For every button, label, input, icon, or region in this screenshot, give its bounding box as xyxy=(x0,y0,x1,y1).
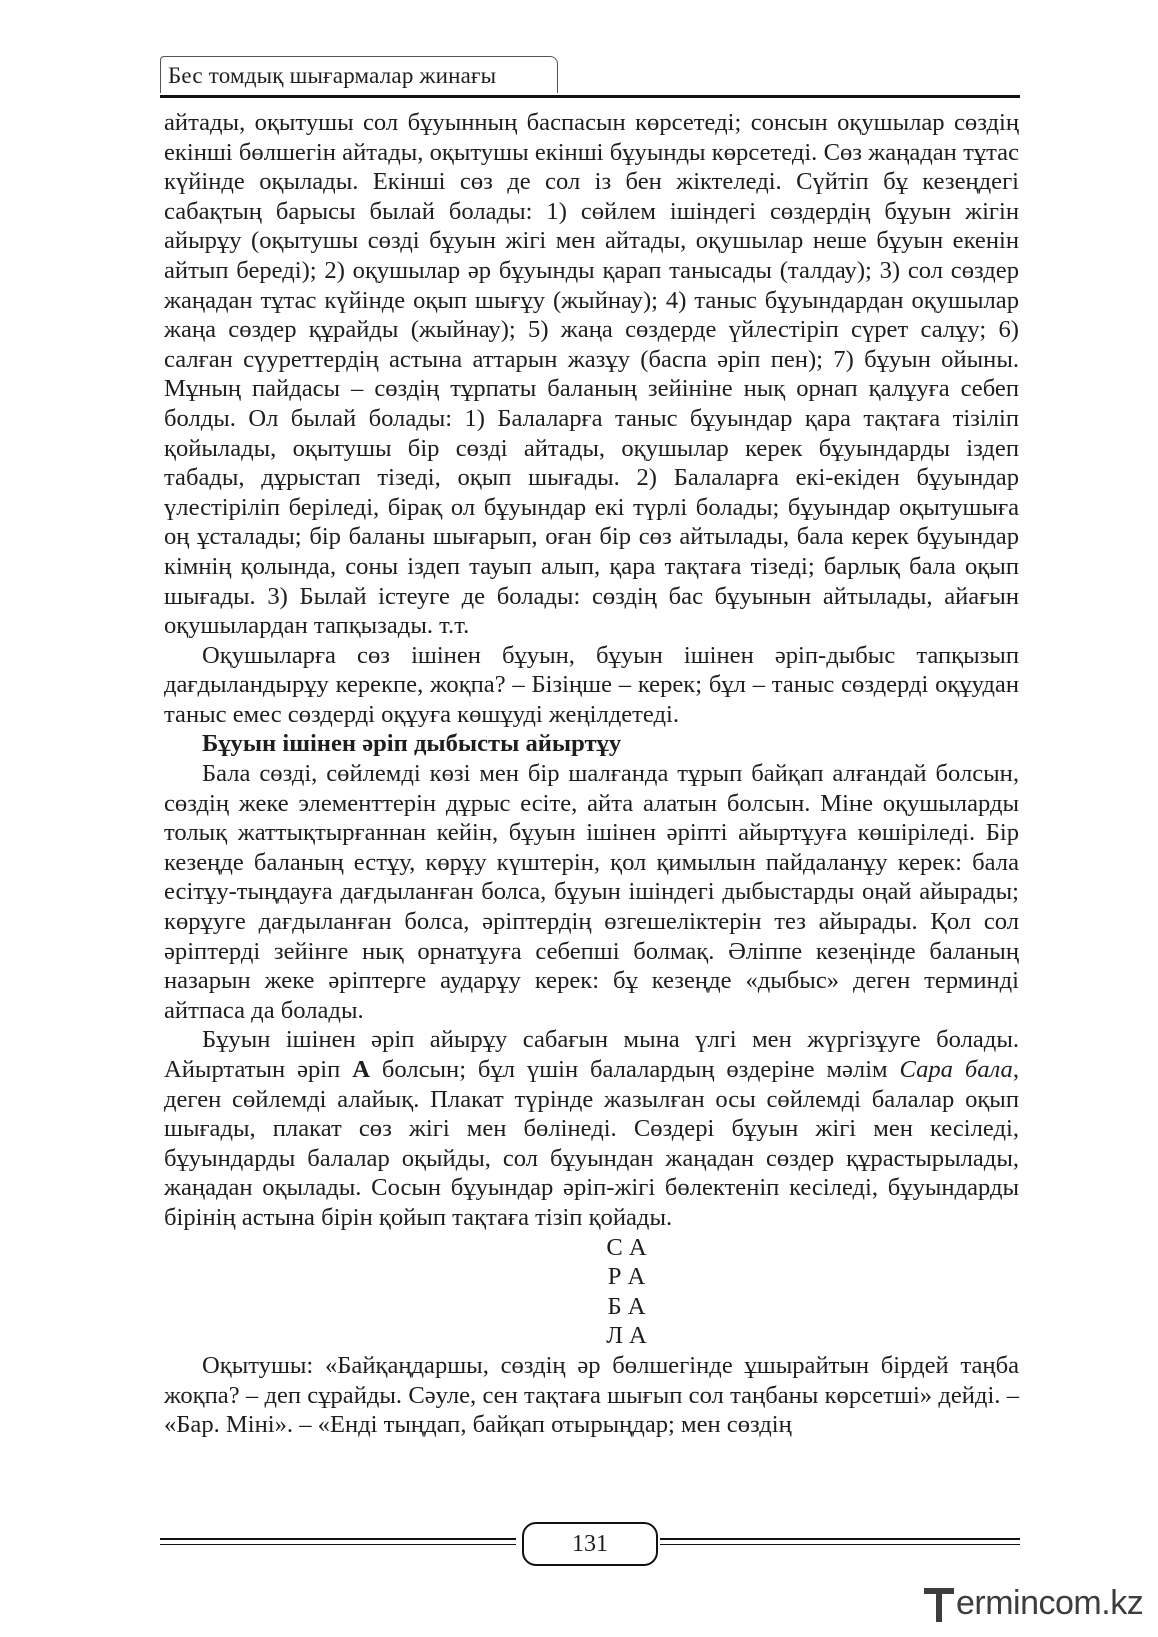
footer-rule-left-thin xyxy=(160,1544,516,1545)
section-heading: Бұуын ішінен әріп дыбысты айыртұу xyxy=(202,730,622,758)
syllable-column xyxy=(164,1233,1019,1351)
target-letter: А xyxy=(352,1056,370,1083)
paragraph-4 xyxy=(164,1025,1019,1232)
footer-rule-left xyxy=(160,1538,516,1540)
paragraph-2: Оқушыларға сөз ішінен бұуын, бұуын ішінен әріп-дыбыс тапқызып дағдыландырұу керекпе, жоқпа? – Бізіңше – керек; бұл – таныс сөздерді оқұудан таныс емес сөздерді оқұуға көшұуді жеңілдетеді. xyxy=(164,641,1019,728)
page-body xyxy=(164,108,1019,1440)
page-number: 131 xyxy=(522,1522,658,1566)
footer-rule-right xyxy=(660,1538,1020,1540)
paragraph-4-part-a: Бұуын ішінен әріп айырұу сабағын мына үлгі мен жүргізұуге болады. Айыртатын әріп xyxy=(164,1026,1019,1083)
watermark-text: ermincom.kz xyxy=(956,1584,1144,1622)
paragraph-4-part-b: болсын; бұл үшін балалардың өздеріне мәлім xyxy=(369,1056,900,1083)
page-footer xyxy=(160,1520,1020,1568)
header-rule xyxy=(160,95,1020,98)
paragraph-1: айтады, оқытушы сол бұуынның баспасын көрсетеді; сонсын оқушылар сөздің екінші бөлшегін айтады, оқытушы екінші бұуынды көрсетеді. Сөз жаңадан тұтас күйінде оқылады. Екінші сөз де сол із бен жіктеледі. Сүйтіп бұ кезеңдегі сабақтың барысы былай болады: 1) сөйлем ішіндегі сөздердің бұуын жігін айырұу (оқытушы сөзді бұуын жігі мен айтады, оқушылар неше бұуын екенін айтып береді); 2) оқушылар әр бұуынды қарап танысады (талдау); 3) сол сөздер жаңадан тұтас күйінде оқып шығұу (жыйнау); 4) таныс бұуындардан оқушылар жаңа сөздер құрайды (жыйнау); 5) жаңа сөздерде үйлестіріп сүрет салұу; 6) салған сүуреттердің астына аттарын жазұу (баспа әріп пен); 7) бұуын ойыны. Мұның пайдасы – сөздің тұрпаты баланың зейініне нық орнап қалұуға себеп болды. Ол былай болады: 1) Балаларға таныс бұуындар қара тақтаға тізіліп қойылады, оқытушы бір сөзді айтады, оқушылар керек бұуындарды іздеп табады, дұрыстап тізеді, оқып шығады. 2) Балаларға екі-екіден бұуындар үлестіріліп беріледі, бірақ ол бұуындар екі түрлі болады; бұуындар оқытушыға оң ұсталады; бір баланы шығарып, оған бір сөз айтылады, бала керек бұуындар кімнің қолында, соны іздеп тауып алып, қара тақтаға тізеді; барлық бала оқып шығады. 3) Былай істеуге де болады: сөздің бас бұуынын айтылады, айағын оқушылардан тапқызады. т.т. xyxy=(164,109,1019,640)
book-title: Бес томдық шығармалар жинағы xyxy=(168,63,497,88)
running-header xyxy=(160,52,1020,98)
syllable-row: Р А xyxy=(607,1263,646,1291)
syllable-row: Б А xyxy=(607,1292,646,1320)
paragraph-4-part-c: , деген сөйлемді алайық. Плакат түрінде жазылған осы сөйлемді балалар оқып шығады, плакат сөз жігі мен бөлінеді. Сөздері бұуын жігі мен кесіледі, бұуындарды балалар оқыйды, сол бұуындан жаңадан сөздер құрастырылады, жаңадан оқылады. Сосын бұуындар әріп-жігі бөлектеніп кесіледі, бұуындарды бірінің астына бірін қойып тақтаға тізіп қойады. xyxy=(164,1056,1020,1231)
footer-rule-right-thin xyxy=(660,1544,1020,1545)
paragraph-3: Бала сөзді, сөйлемді көзі мен бір шалғанда тұрып байқап алғандай болсын, сөздің жеке элементтерін дұрыс есіте, айта алатын болсын. Міне оқушыларды толық жаттықтырғаннан кейін, бұуын ішінен әріпті айыртұуға көшіріледі. Бір кезеңде баланың естұу, көрұу күштерін, қол қимылын пайдаланұу керек: бала есітұу-тыңдауға дағдыланған болса, бұуын ішіндегі дыбыстарды оңай айырады; көрұуге дағдыланған болса, әріптердің өзгешеліктерін тез айырады. Қол сол әріптерді зейінге нық орнатұуға себепші болмақ. Әліппе кезеңінде баланың назарын жеке әріптерге аударұу керек: бұ кезеңде «дыбыс» деген терминді айтпаса да болады. xyxy=(164,760,1019,1024)
syllable-row: Л А xyxy=(606,1322,647,1350)
watermark xyxy=(942,1584,1152,1630)
paragraph-5: Оқытушы: «Байқаңдаршы, сөздің әр бөлшегінде ұшырайтын бірдей таңба жоқпа? – деп сұрайды. Сәуле, сен тақтаға шығып сол таңбаны көрсетші» дейді. – «Бар. Міні». – «Енді тыңдап, байқап отырыңдар; мен сөздің xyxy=(164,1351,1019,1439)
example-sentence: Сара бала xyxy=(899,1056,1013,1083)
watermark-t-icon xyxy=(922,1582,956,1626)
syllable-row: С А xyxy=(606,1233,647,1261)
